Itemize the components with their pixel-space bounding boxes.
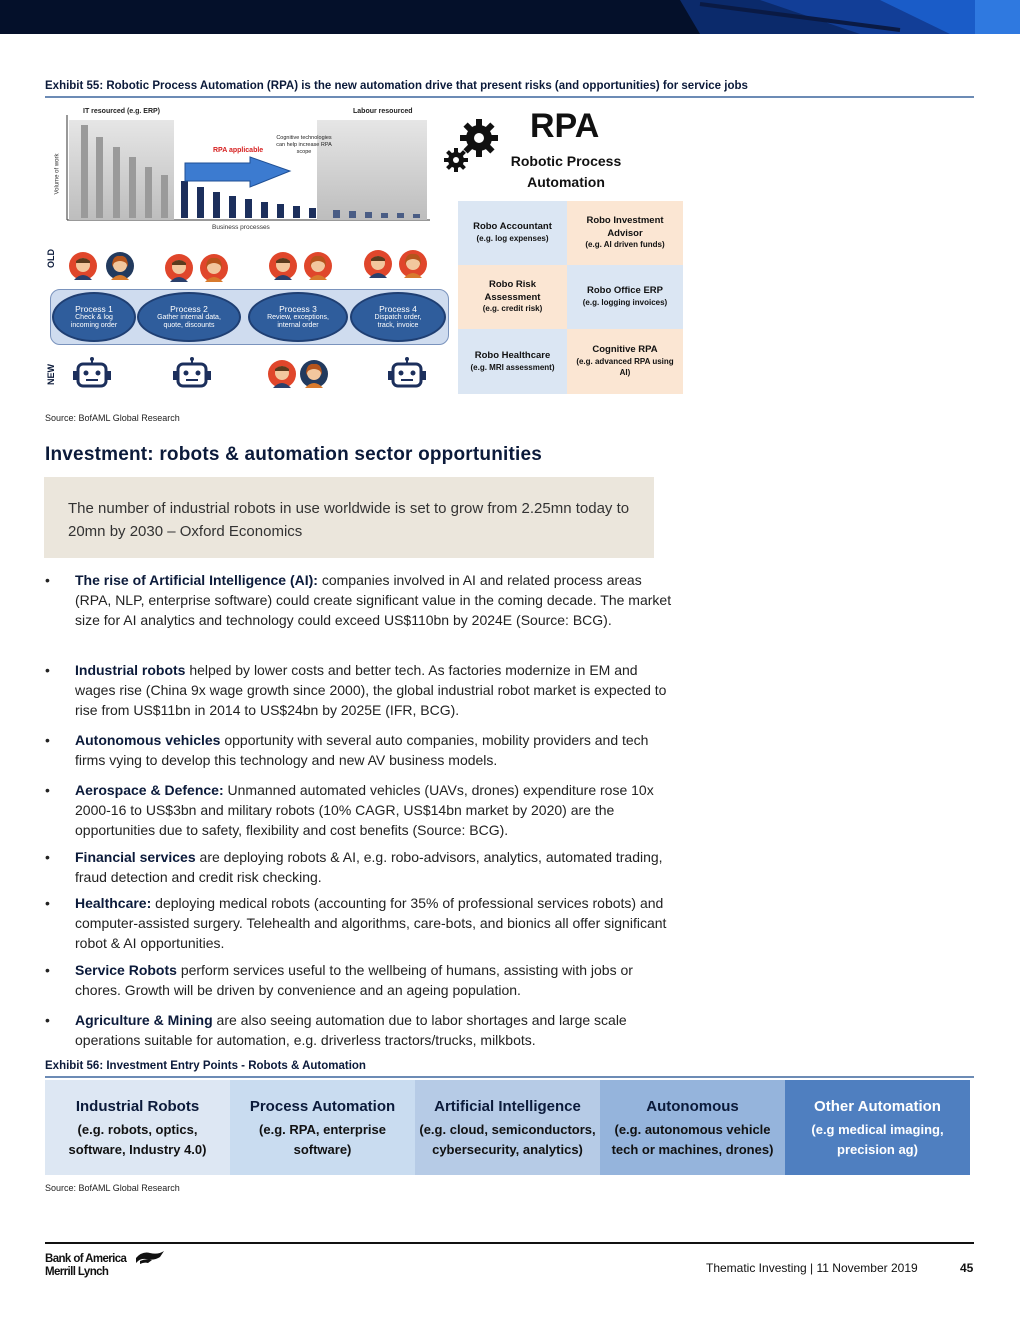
list-item: • Industrial robots helped by lower costs and better tech. As factories modernize in EM and wages rise (China 9x wage growth since 2000), the global industrial robot market is expected to rise from US$11bn in 2014 to US$24bn by 2025E (IFR, BCG). [45,662,667,718]
entry-heading: Process Automation [249,1098,396,1115]
rpa-cell-robo-accountant [458,201,567,265]
new-label: NEW [46,364,56,385]
entry-detail-1: (e.g medical imaging, [811,1122,944,1137]
bullet-text: perform services useful to the wellbeing of humans, assisting with jobs or chores. Growth will be driven by convenience and an ageing population. [75,962,633,998]
title-rule [45,1076,974,1078]
old-label: OLD [46,249,56,268]
business-processes-label: Business processes [212,224,270,231]
cell-sub: (e.g. advanced RPA using AI) [576,357,674,377]
robot-icon [387,357,427,391]
rpa-title: RPA [530,107,600,145]
process-1-title: Process 1 [75,303,113,314]
volume-chart [45,105,455,235]
exhibit-56-source: Source: BofAML Global Research [45,1183,180,1193]
highlight-quote: The number of industrial robots in use worldwide is set to grow from 2.25mn today to 20mn by 2030 – Oxford Economics [44,477,654,558]
process-1-desc: Check & log incoming order [70,313,118,330]
cognitive-note: Cognitive technologies can help increase RPA scope [276,135,332,155]
bullet-heading: Financial services [75,849,196,865]
cell-sub: (e.g. logging invoices) [582,298,668,307]
entry-point-other-automation [785,1080,970,1175]
opportunity-list [45,570,685,1050]
rpa-cell-cognitive [567,329,683,394]
people-pair-1 [68,251,138,286]
entry-detail-1: (e.g. robots, optics, [77,1122,198,1137]
entry-point-autonomous [600,1080,785,1175]
people-pair-4 [363,249,433,284]
entry-detail-2: cybersecurity, analytics) [432,1142,583,1157]
bullet-heading: The rise of Artificial Intelligence (AI): [75,572,318,588]
logo-line-1: Bank of America [45,1253,127,1265]
bullet-heading: Aerospace & Defence: [75,782,224,798]
bullet-text: deploying medical robots (accounting for 35% of professional services robots) and computer-assisted surgery. Telehealth and algorithms, care-bots, and bionics all offer significant robot & AI opportunities. [75,895,667,951]
rpa-cell-robo-healthcare [458,329,567,394]
process-4-title: Process 4 [379,303,417,314]
cell-sub: (e.g. log expenses) [476,234,549,243]
bullet-text: are also seeing automation due to labor shortages and large scale operations suitable for automation, e.g. driverless tractors/trucks, milkbots. [75,1012,627,1048]
banner-graphic [0,0,1020,34]
entry-heading: Artificial Intelligence [434,1098,581,1115]
cell-sub: (e.g. credit risk) [482,304,543,314]
exhibit-56-title: Exhibit 56: Investment Entry Points - Robots & Automation [45,1060,366,1072]
person-icons [164,253,234,283]
bullet-heading: Autonomous vehicles [75,732,221,748]
process-2-desc: Gather internal data, quote, discounts [157,313,221,330]
cell-sub: (e.g. MRI assessment) [470,362,555,372]
list-item: • Financial services are deploying robots & AI, e.g. robo-advisors, analytics, automated trading, fraud detection and credit risk checking. [45,849,663,885]
entry-detail-2: software) [293,1142,352,1157]
entry-heading: Other Automation [814,1098,941,1115]
exhibit-55-source: Source: BofAML Global Research [45,413,180,423]
gears-icon [443,118,503,176]
bullet-heading: Industrial robots [75,662,186,678]
list-item: • Healthcare: deploying medical robots (accounting for 35% of professional services robots) and computer-assisted surgery. Telehealth and algorithms, care-bots, and bionics all offer significant robot & AI opportunities. [45,895,667,951]
rpa-applicable-label: RPA applicable [213,147,264,154]
footer-rule [45,1242,974,1244]
process-3 [248,292,348,342]
bullet-heading: Agriculture & Mining [75,1012,213,1028]
process-3-title: Process 3 [279,303,317,314]
cell-name: Robo Investment Advisor [586,214,664,239]
rpa-subtitle-line1: Robotic Process [510,153,622,169]
entry-detail-1: (e.g. RPA, enterprise [259,1122,386,1137]
entry-detail-1: (e.g. cloud, semiconductors, [419,1122,596,1137]
entry-detail-2: software, Industry 4.0) [68,1142,207,1157]
it-resourced-label: IT resourced (e.g. ERP) [83,108,161,115]
robot-icon [172,357,212,391]
list-item: • Autonomous vehicles opportunity with several auto companies, mobility providers and tech firms vying to develop this technology and new AV business models. [45,732,649,768]
person-icons [267,359,337,389]
list-item: • Agriculture & Mining are also seeing automation due to labor shortages and large scale operations suitable for automation, e.g. driverless tractors/trucks, milkbots. [45,1012,627,1048]
top-banner [0,0,1020,34]
rpa-cell-robo-risk [458,265,567,329]
people-pair-2 [164,253,234,288]
flag-logo-icon [134,1249,166,1265]
page-number: 45 [960,1261,974,1275]
cell-name: Robo Office ERP [586,285,663,297]
rpa-volume-diagram [45,105,455,235]
cell-name: Robo Healthcare [474,349,551,361]
list-item: • The rise of Artificial Intelligence (AI): companies involved in AI and related process areas (RPA, NLP, enterprise software) could create significant value in the coming decade. The market size for AI analytics and technology could exceed US$110bn by 2024E (Source: BCG). [45,572,672,628]
entry-detail-2: precision ag) [837,1142,918,1157]
process-4-desc: Dispatch order, track, invoice [374,313,422,330]
entry-detail-2: tech or machines, drones) [611,1142,774,1157]
process-1 [52,292,136,342]
entry-heading: Autonomous [646,1098,739,1115]
entry-detail-1: (e.g. autonomous vehicle [614,1122,771,1137]
entry-point-ai [415,1080,600,1175]
process-2 [137,292,241,342]
bullet-text: opportunity with several auto companies, mobility providers and tech firms vying to develop this technology and new AV business models. [75,732,649,768]
rpa-cell-robo-investment [567,201,683,265]
person-icons [363,249,433,279]
bullet-text: Unmanned automated vehicles (UAVs, drones) expenditure rose 10x 2000-16 to US$3bn and military robots (10% CAGR, US$14bn market by 2020) are the opportunities due to safety, flexibility and cost benefits (Source: BCG). [75,782,654,838]
logo-line-2: Merrill Lynch [45,1266,109,1278]
person-icons [68,251,138,281]
entry-point-industrial-robots [45,1080,230,1175]
list-item: • Service Robots perform services useful to the wellbeing of humans, assisting with jobs or chores. Growth will be driven by convenience and an ageing population. [45,962,633,998]
publication-info: Thematic Investing | 11 November 2019 [706,1261,918,1275]
rpa-cell-robo-office [567,265,683,329]
bank-logo [45,1253,126,1279]
process-4 [350,292,446,342]
bullet-text: are deploying robots & AI, e.g. robo-advisors, analytics, automated trading, fraud detection and credit risk checking. [75,849,663,885]
robot-icon [72,357,112,391]
cell-name: Robo Risk Assessment [484,278,541,303]
people-pair-new [267,359,337,394]
bullet-text: helped by lower costs and better tech. As factories modernize in EM and wages rise (China 9x wage growth since 2000), the global industrial robot market is expected to rise from US$11bn in 2014 to US$24bn by 2025E (IFR, BCG). [75,662,667,718]
labour-resourced-label: Labour resourced [353,108,413,115]
entry-point-process-automation [230,1080,415,1175]
exhibit-55-title: Exhibit 55: Robotic Process Automation (RPA) is the new automation drive that present risks (and opportunities) for service jobs [45,80,748,92]
section-title: Investment: robots & automation sector opportunities [45,444,543,465]
title-rule [45,96,974,98]
bullet-heading: Healthcare: [75,895,152,911]
list-item: • Aerospace & Defence: Unmanned automated vehicles (UAVs, drones) expenditure rose 10x 2000-16 to US$3bn and military robots (10% CAGR, US$14bn market by 2020) are the opportunities due to safety, flexibility and cost benefits (Source: BCG). [45,782,654,838]
cell-name: Robo Accountant [473,221,552,233]
bullet-heading: Service Robots [75,962,177,978]
process-2-title: Process 2 [170,303,208,314]
bullet-text: companies involved in AI and related process areas (RPA, NLP, enterprise software) could create significant value in the coming decade. The market size for AI analytics and technology could exceed US$110bn by 2024E (Source: BCG). [75,572,672,628]
cell-sub: (e.g. AI driven funds) [585,240,665,250]
process-3-desc: Review, exceptions, internal order [267,313,329,330]
entry-heading: Industrial Robots [75,1098,200,1115]
cell-name: Cognitive RPA [592,344,658,356]
people-pair-3 [268,251,338,286]
rpa-subtitle-line2: Automation [527,174,605,190]
person-icons [268,251,338,281]
volume-axis-label: Volume of work [54,153,61,195]
